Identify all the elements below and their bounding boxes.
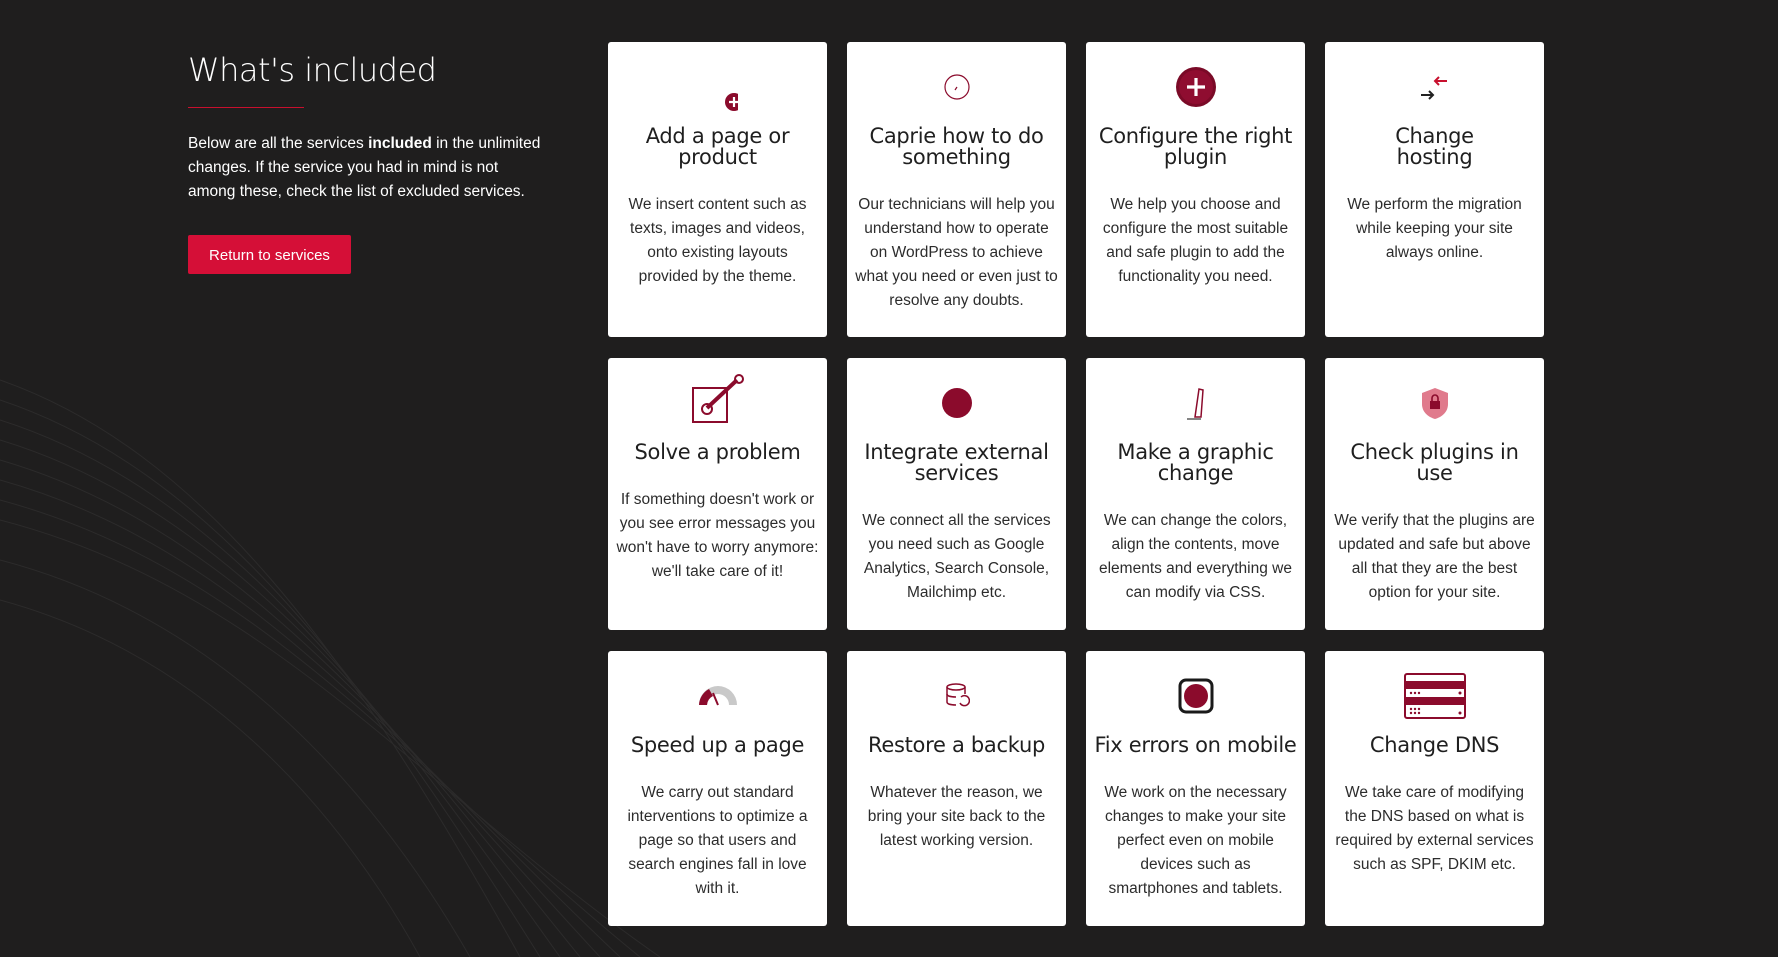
card-text: We insert content such as texts, images and videos, onto existing layouts provided by the theme. [628,196,807,285]
service-card-check-plugins [1325,358,1544,630]
intro-text-bold: included [368,135,432,152]
card-title: Add a page or product [645,124,790,169]
service-card-plugin [1086,42,1305,337]
card-title: Speed up a page [630,733,805,757]
card-title: Make a graphic change [1117,440,1274,485]
migration-arrows-icon [1325,60,1544,114]
plus-circle-filled-icon [1086,60,1305,114]
service-card-dns [1325,651,1544,926]
card-text: We help you choose and configure the most suitable and safe plugin to add the functionality you need. [1102,196,1289,285]
speedometer-icon [608,669,827,723]
card-title: Change DNS [1369,733,1500,757]
service-card-graphic-change [1086,358,1305,630]
shield-lock-icon [1325,376,1544,430]
service-card-hosting [1325,42,1544,337]
intro-text-after: in the unlimited changes. If the service you had in mind is not among these, check the list of excluded services. [188,135,541,200]
card-title: Solve a problem [634,440,801,464]
return-to-services-button[interactable]: Return to services [188,235,351,274]
card-title: Change hosting [1395,124,1474,169]
service-card-mobile [1086,651,1305,926]
card-text: We perform the migration while keeping your site always online. [1347,196,1522,261]
intro-text-before: Below are all the services [188,135,369,152]
pencil-icon [1086,376,1305,430]
card-title: Integrate external services [864,440,1049,485]
card-text: If something doesn't work or you see error messages you won't have to worry anymore: we'll take care of it! [616,491,819,580]
card-text: We take care of modifying the DNS based on what is required by external services such as SPF, DKIM etc. [1335,784,1534,873]
intro-section [188,50,548,204]
database-restore-icon [847,669,1066,723]
intro-text [188,132,548,204]
card-text: We verify that the plugins are updated and safe but above all that they are the best option for your site. [1334,512,1535,601]
server-rack-icon [1325,669,1544,723]
card-text: We can change the colors, align the contents, move elements and everything we can modify via CSS. [1098,512,1292,601]
service-card-add-page [608,42,827,337]
page-title: What's included [188,51,437,89]
services-grid [608,42,1544,926]
title-underline [188,107,304,108]
card-title: Configure the right plugin [1098,124,1293,169]
card-title: Fix errors on mobile [1094,733,1297,757]
mobile-record-icon [1086,669,1305,723]
card-title: Check plugins in use [1350,440,1519,485]
card-title: Caprie how to do something [869,124,1044,169]
service-card-speed-up [608,651,827,926]
card-text: We carry out standard interventions to optimize a page so that users and search engines fall in love with it. [627,784,808,897]
plus-circle-icon [608,60,827,114]
card-text: Whatever the reason, we bring your site back to the latest working version. [867,784,1046,849]
service-card-restore-backup [847,651,1066,926]
card-text: We work on the necessary changes to make your site perfect even on mobile devices such as smartphones and tablets. [1104,784,1287,897]
service-card-integrate [847,358,1066,630]
card-text: Our technicians will help you understand how to operate on WordPress to achieve what you need or even just to resolve any doubts. [855,196,1058,309]
card-text: We connect all the services you need such as Google Analytics, Search Console, Mailchimp etc. [862,512,1051,601]
service-card-solve-problem [608,358,827,630]
card-title: Restore a backup [867,733,1045,757]
wrench-fix-icon [608,376,827,430]
dot-circle-icon [847,376,1066,430]
clock-icon [847,60,1066,114]
service-card-how-to [847,42,1066,337]
